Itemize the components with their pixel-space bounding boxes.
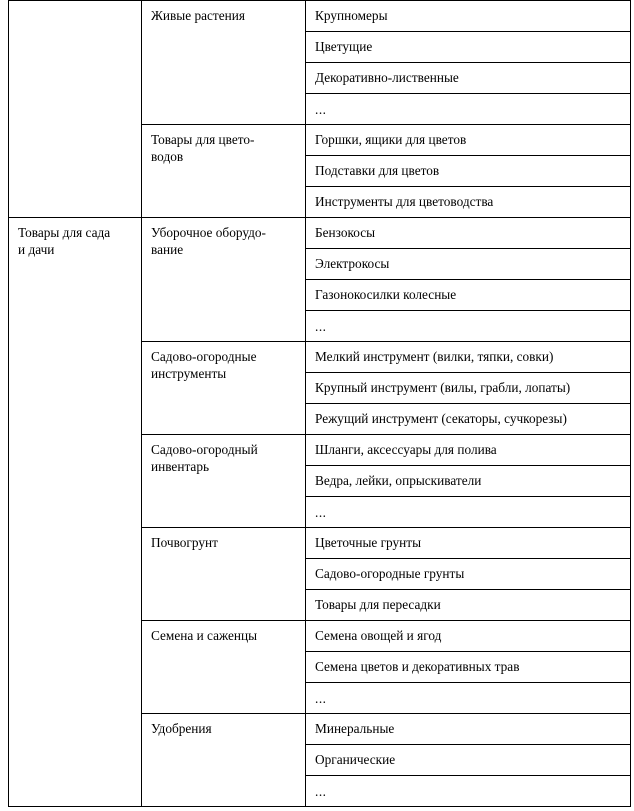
item-label: Крупномеры	[315, 8, 388, 23]
item-cell	[306, 342, 631, 373]
item-label: Газонокосилки колесные	[315, 287, 457, 302]
item-cell	[306, 435, 631, 466]
item-label: Инструменты для цветоводства	[315, 194, 494, 209]
subgroup-label: Живые растения	[151, 8, 245, 23]
subgroup-cell	[142, 218, 306, 342]
item-cell	[306, 156, 631, 187]
table-body	[9, 1, 631, 807]
classification-table	[8, 0, 631, 807]
item-label: Мелкий инструмент (вилки, тяпки, совки)	[315, 349, 554, 364]
item-label: Подставки для цветов	[315, 163, 440, 178]
item-cell	[306, 32, 631, 63]
item-label: Садово-огородные грунты	[315, 566, 465, 581]
item-ellipsis: ...	[315, 505, 327, 520]
item-cell	[306, 373, 631, 404]
item-cell	[306, 187, 631, 218]
item-cell	[306, 776, 631, 807]
item-label: Цветочные грунты	[315, 535, 422, 550]
item-label: Электрокосы	[315, 256, 390, 271]
group-cell	[9, 1, 142, 218]
item-ellipsis: ...	[315, 102, 327, 117]
item-cell	[306, 559, 631, 590]
item-cell	[306, 218, 631, 249]
item-cell	[306, 1, 631, 32]
item-cell	[306, 745, 631, 776]
table-row	[9, 218, 631, 249]
subgroup-cell	[142, 714, 306, 807]
item-cell	[306, 63, 631, 94]
item-label: Товары для пересадки	[315, 597, 441, 612]
item-cell	[306, 125, 631, 156]
item-label: Семена цветов и декоративных трав	[315, 659, 520, 674]
subgroup-cell	[142, 1, 306, 125]
item-label: Декоративно-лиственные	[315, 70, 459, 85]
item-ellipsis: ...	[315, 691, 327, 706]
subgroup-label: Товары для цвето- водов	[151, 132, 255, 165]
item-ellipsis: ...	[315, 319, 327, 334]
subgroup-label: Садово-огородный инвентарь	[151, 442, 258, 475]
subgroup-label: Почвогрунт	[151, 535, 218, 550]
subgroup-cell	[142, 125, 306, 218]
item-label: Бензокосы	[315, 225, 376, 240]
item-cell	[306, 652, 631, 683]
group-cell	[9, 218, 142, 807]
item-cell	[306, 528, 631, 559]
subgroup-cell	[142, 621, 306, 714]
item-cell	[306, 404, 631, 435]
item-label: Цветущие	[315, 39, 373, 54]
item-label: Минеральные	[315, 721, 395, 736]
item-label: Шланги, аксессуары для полива	[315, 442, 497, 457]
item-cell	[306, 311, 631, 342]
item-cell	[306, 466, 631, 497]
group-label: Товары для сада и дачи	[18, 225, 111, 258]
subgroup-label: Семена и саженцы	[151, 628, 258, 643]
item-cell	[306, 280, 631, 311]
item-label: Ведра, лейки, опрыскиватели	[315, 473, 482, 488]
item-ellipsis: ...	[315, 784, 327, 799]
table-row	[9, 1, 631, 32]
item-label: Горшки, ящики для цветов	[315, 132, 467, 147]
item-cell	[306, 590, 631, 621]
item-label: Органические	[315, 752, 396, 767]
item-cell	[306, 94, 631, 125]
item-cell	[306, 714, 631, 745]
item-label: Семена овощей и ягод	[315, 628, 442, 643]
subgroup-label: Садово-огородные инструменты	[151, 349, 257, 382]
subgroup-label: Уборочное оборудо- вание	[151, 225, 266, 258]
item-label: Крупный инструмент (вилы, грабли, лопаты)	[315, 380, 571, 395]
group-label-empty	[9, 1, 141, 29]
item-label: Режущий инструмент (секаторы, сучкорезы)	[315, 411, 567, 426]
item-cell	[306, 497, 631, 528]
subgroup-cell	[142, 342, 306, 435]
item-cell	[306, 683, 631, 714]
item-cell	[306, 249, 631, 280]
subgroup-label: Удобрения	[151, 721, 212, 736]
subgroup-cell	[142, 528, 306, 621]
subgroup-cell	[142, 435, 306, 528]
item-cell	[306, 621, 631, 652]
